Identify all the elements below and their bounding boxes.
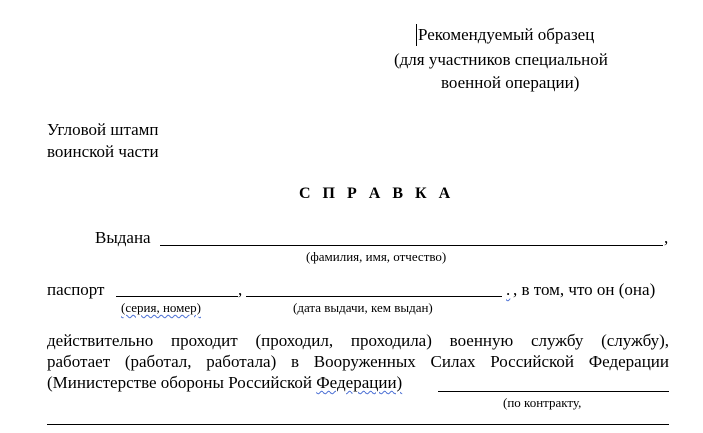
passport-comma: , (238, 280, 243, 299)
stamp-line-2: воинской части (47, 142, 159, 161)
passport-series-line (116, 296, 238, 297)
fullname-line (160, 245, 663, 246)
text-cursor (416, 24, 417, 46)
fullname-caption: (фамилия, имя, отчество) (306, 249, 447, 264)
body-line-1: действительно проходит (проходил, проходила) военную службу (службу), (47, 331, 669, 350)
passport-label: паспорт (47, 280, 105, 299)
header-line-1: Рекомендуемый образец (418, 25, 595, 44)
passport-date-line (246, 296, 502, 297)
header-line-3: военной операции) (441, 73, 580, 92)
contract-caption: (по контракту, (503, 395, 582, 410)
bottom-line (47, 424, 669, 425)
passport-series-caption: (серия, номер) (121, 300, 201, 315)
body-line-3-start: (Министерстве обороны Российской (47, 373, 317, 392)
body-line-2: работает (работал, работала) в Вооруженных Силах Российской Федерации (47, 352, 669, 371)
body-line-3 (47, 373, 402, 393)
issued-label: Выдана (95, 228, 151, 247)
issued-comma: , (664, 228, 669, 247)
document-title: С П Р А В К А (299, 185, 455, 202)
stamp-line-1: Угловой штамп (47, 120, 159, 139)
header-line-2: (для участников специальной (394, 50, 608, 69)
passport-mark: . (506, 280, 511, 299)
passport-date-caption: (дата выдачи, кем выдан) (293, 300, 433, 315)
passport-tail: , в том, что он (она) (513, 280, 656, 299)
contract-line (438, 391, 669, 392)
body-line-3-end: Федерации) (316, 373, 403, 392)
